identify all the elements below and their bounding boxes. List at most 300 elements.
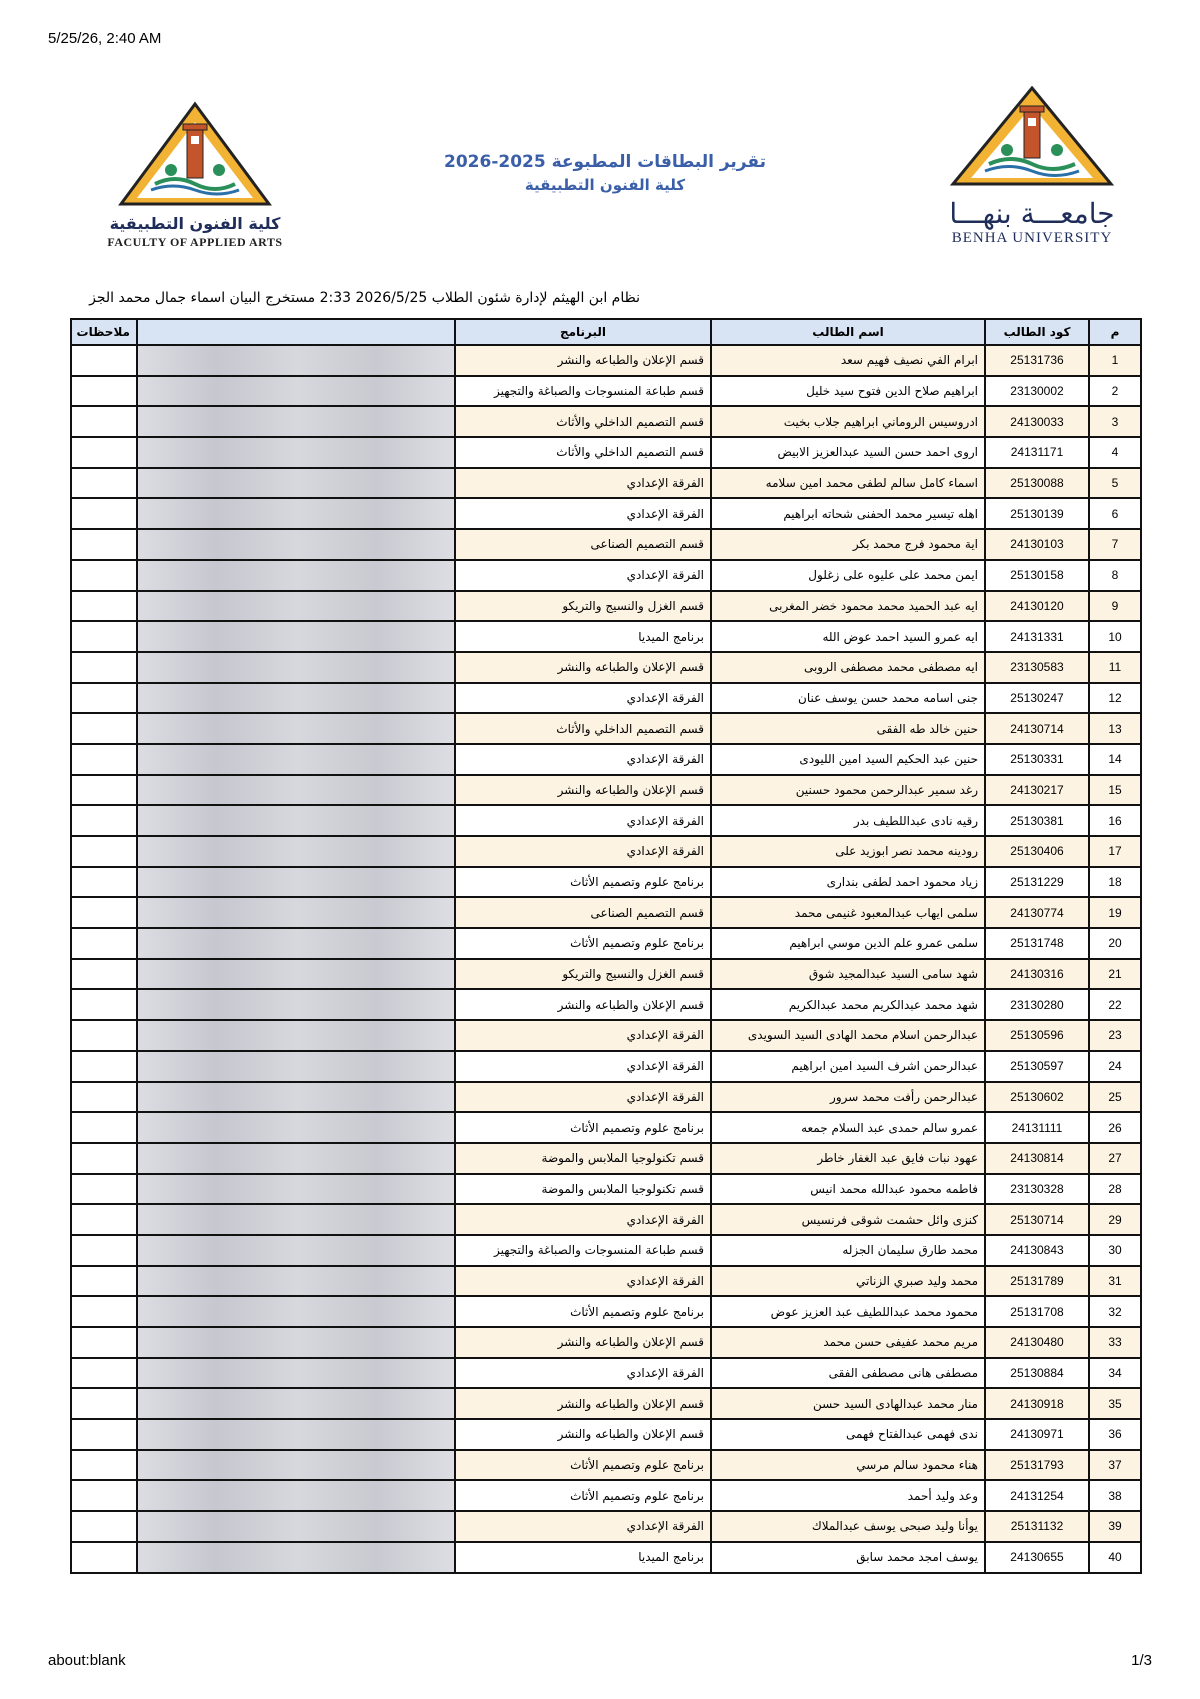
row-program: الفرقة الإعدادي <box>455 744 711 775</box>
row-student-name: اروى احمد حسن السيد عبدالعزيز الابيض <box>711 437 985 468</box>
row-student-code: 23130280 <box>985 989 1089 1020</box>
row-program: قسم الإعلان والطباعه والنشر <box>455 775 711 806</box>
row-program: الفرقة الإعدادي <box>455 1266 711 1297</box>
row-student-name: ايمن محمد على عليوه على زغلول <box>711 560 985 591</box>
row-student-code: 25130596 <box>985 1020 1089 1051</box>
row-student-code: 25130602 <box>985 1082 1089 1113</box>
row-student-code: 25131708 <box>985 1296 1089 1327</box>
table-row <box>71 1450 1141 1481</box>
row-student-code: 25131229 <box>985 867 1089 898</box>
row-notes <box>71 591 137 622</box>
table-row <box>71 560 1141 591</box>
report-title-block <box>440 152 770 194</box>
row-notes <box>71 1388 137 1419</box>
report-subtitle: كلية الفنون التطبيقية <box>524 176 686 194</box>
row-notes <box>71 1266 137 1297</box>
row-notes <box>71 1358 137 1389</box>
row-redacted <box>137 1051 455 1082</box>
row-notes <box>71 683 137 714</box>
row-program: الفرقة الإعدادي <box>455 1511 711 1542</box>
row-student-name: يوسف امجد محمد سابق <box>711 1542 985 1573</box>
row-number: 3 <box>1089 406 1141 437</box>
row-student-name: ايه عمرو السيد احمد عوض الله <box>711 621 985 652</box>
row-redacted <box>137 437 455 468</box>
row-redacted <box>137 529 455 560</box>
row-student-name: سلمى عمرو علم الدين موسي ابراهيم <box>711 928 985 959</box>
table-row <box>71 406 1141 437</box>
row-student-name: كنزى وائل حشمت شوقى فرنسيس <box>711 1204 985 1235</box>
table-row <box>71 468 1141 499</box>
row-student-name: رودينه محمد نصر ابوزيد على <box>711 836 985 867</box>
row-number: 23 <box>1089 1020 1141 1051</box>
row-program: الفرقة الإعدادي <box>455 1082 711 1113</box>
row-redacted <box>137 744 455 775</box>
row-student-name: اية محمود فرج محمد بكر <box>711 529 985 560</box>
row-notes <box>71 1051 137 1082</box>
table-row <box>71 591 1141 622</box>
row-redacted <box>137 1450 455 1481</box>
row-program: قسم الإعلان والطباعه والنشر <box>455 652 711 683</box>
row-student-name: عبدالرحمن اسلام محمد الهادى السيد السويدى <box>711 1020 985 1051</box>
table-row <box>71 1358 1141 1389</box>
table-row <box>71 1082 1141 1113</box>
row-redacted <box>137 1174 455 1205</box>
row-notes <box>71 897 137 928</box>
row-number: 14 <box>1089 744 1141 775</box>
row-number: 26 <box>1089 1112 1141 1143</box>
row-number: 35 <box>1089 1388 1141 1419</box>
row-program: قسم الإعلان والطباعه والنشر <box>455 345 711 376</box>
row-student-name: رقيه نادى عبداللطيف بدر <box>711 805 985 836</box>
row-student-code: 24131111 <box>985 1112 1089 1143</box>
row-redacted <box>137 989 455 1020</box>
row-number: 30 <box>1089 1235 1141 1266</box>
row-number: 5 <box>1089 468 1141 499</box>
row-student-name: محمود محمد عبداللطيف عبد العزيز عوض <box>711 1296 985 1327</box>
row-program: قسم التصميم الداخلي والأثاث <box>455 406 711 437</box>
row-redacted <box>137 376 455 407</box>
row-student-code: 24131254 <box>985 1480 1089 1511</box>
row-notes <box>71 1296 137 1327</box>
row-program: الفرقة الإعدادي <box>455 683 711 714</box>
row-redacted <box>137 897 455 928</box>
row-number: 31 <box>1089 1266 1141 1297</box>
table-row <box>71 683 1141 714</box>
row-student-code: 25131132 <box>985 1511 1089 1542</box>
row-notes <box>71 1327 137 1358</box>
row-number: 28 <box>1089 1174 1141 1205</box>
row-program: الفرقة الإعدادي <box>455 1204 711 1235</box>
row-redacted <box>137 468 455 499</box>
row-notes <box>71 1143 137 1174</box>
row-program: الفرقة الإعدادي <box>455 836 711 867</box>
row-student-name: مصطفى هانى مصطفى الفقى <box>711 1358 985 1389</box>
row-redacted <box>137 867 455 898</box>
row-student-code: 25131748 <box>985 928 1089 959</box>
table-row <box>71 989 1141 1020</box>
faculty-name-ar: كلية الفنون التطبيقية <box>109 214 281 233</box>
row-number: 9 <box>1089 591 1141 622</box>
row-student-name: شهد سامى السيد عبدالمجيد شوق <box>711 959 985 990</box>
row-program: برنامج علوم وتصميم الأثاث <box>455 928 711 959</box>
row-redacted <box>137 1419 455 1450</box>
university-name-ar: جامعـــة بنهـــا <box>949 197 1115 230</box>
table-row <box>71 1235 1141 1266</box>
row-redacted <box>137 1266 455 1297</box>
table-row <box>71 652 1141 683</box>
row-number: 18 <box>1089 867 1141 898</box>
row-number: 15 <box>1089 775 1141 806</box>
row-student-code: 24130316 <box>985 959 1089 990</box>
faculty-name-en: FACULTY OF APPLIED ARTS <box>107 235 283 249</box>
row-student-name: جنى اسامه محمد حسن يوسف عنان <box>711 683 985 714</box>
row-redacted <box>137 1296 455 1327</box>
row-redacted <box>137 1358 455 1389</box>
row-student-name: ايه عبد الحميد محمد محمود خضر المغربى <box>711 591 985 622</box>
row-student-code: 23130002 <box>985 376 1089 407</box>
row-number: 38 <box>1089 1480 1141 1511</box>
row-notes <box>71 928 137 959</box>
row-redacted <box>137 713 455 744</box>
table-row <box>71 867 1141 898</box>
row-student-name: اهله تيسير محمد الحفنى شحاته ابراهيم <box>711 498 985 529</box>
row-student-name: ادروسيس الروماني ابراهيم جلاب بخيت <box>711 406 985 437</box>
row-student-code: 25131793 <box>985 1450 1089 1481</box>
row-student-code: 24130918 <box>985 1388 1089 1419</box>
row-student-name: محمد طارق سليمان الجزله <box>711 1235 985 1266</box>
students-table <box>70 318 1142 1574</box>
row-notes <box>71 498 137 529</box>
row-number: 19 <box>1089 897 1141 928</box>
row-program: قسم طباعة المنسوجات والصباغة والتجهيز <box>455 376 711 407</box>
row-student-code: 25130158 <box>985 560 1089 591</box>
row-notes <box>71 437 137 468</box>
row-number: 33 <box>1089 1327 1141 1358</box>
row-student-name: عهود نبات فايق عبد الغفار خاطر <box>711 1143 985 1174</box>
row-redacted <box>137 1542 455 1573</box>
row-student-code: 25130884 <box>985 1358 1089 1389</box>
row-program: قسم الإعلان والطباعه والنشر <box>455 1419 711 1450</box>
row-student-code: 25130247 <box>985 683 1089 714</box>
header-notes: ملاحظات <box>71 319 137 345</box>
row-number: 29 <box>1089 1204 1141 1235</box>
faculty-logo <box>100 100 290 250</box>
row-notes <box>71 989 137 1020</box>
row-number: 16 <box>1089 805 1141 836</box>
row-number: 11 <box>1089 652 1141 683</box>
row-redacted <box>137 928 455 959</box>
row-notes <box>71 1082 137 1113</box>
row-student-code: 25130597 <box>985 1051 1089 1082</box>
row-number: 6 <box>1089 498 1141 529</box>
row-notes <box>71 1511 137 1542</box>
row-student-name: عمرو سالم حمدى عبد السلام جمعه <box>711 1112 985 1143</box>
row-student-code: 24130033 <box>985 406 1089 437</box>
row-student-code: 24131331 <box>985 621 1089 652</box>
row-number: 10 <box>1089 621 1141 652</box>
table-row <box>71 1419 1141 1450</box>
row-student-name: عبدالرحمن اشرف السيد امين ابراهيم <box>711 1051 985 1082</box>
row-program: قسم التصميم الصناعى <box>455 529 711 560</box>
row-number: 39 <box>1089 1511 1141 1542</box>
print-url: about:blank <box>48 1652 126 1669</box>
row-notes <box>71 1174 137 1205</box>
row-program: قسم طباعة المنسوجات والصباغة والتجهيز <box>455 1235 711 1266</box>
row-student-code: 25130088 <box>985 468 1089 499</box>
row-program: قسم التصميم الداخلي والأثاث <box>455 437 711 468</box>
row-program: برنامج علوم وتصميم الأثاث <box>455 1480 711 1511</box>
table-body <box>71 345 1141 1573</box>
row-program: الفرقة الإعدادي <box>455 805 711 836</box>
row-redacted <box>137 652 455 683</box>
table-row <box>71 775 1141 806</box>
table-row <box>71 836 1141 867</box>
row-program: الفرقة الإعدادي <box>455 560 711 591</box>
system-info-line: نظام ابن الهيثم لإدارة شئون الطلاب 2026/5/25 2:33 مستخرج البيان اسماء جمال محمد الجز <box>89 290 640 306</box>
row-program: قسم الغزل والنسيج والتريكو <box>455 591 711 622</box>
row-redacted <box>137 1112 455 1143</box>
row-student-name: رغد سمير عبدالرحمن محمود حسنين <box>711 775 985 806</box>
row-notes <box>71 805 137 836</box>
row-redacted <box>137 775 455 806</box>
university-logo <box>932 86 1132 247</box>
row-notes <box>71 345 137 376</box>
row-student-code: 25131789 <box>985 1266 1089 1297</box>
table-row <box>71 1174 1141 1205</box>
row-student-name: اسماء كامل سالم لطفى محمد امين سلامه <box>711 468 985 499</box>
row-number: 13 <box>1089 713 1141 744</box>
row-number: 7 <box>1089 529 1141 560</box>
row-notes <box>71 621 137 652</box>
header-redacted <box>137 319 455 345</box>
row-notes <box>71 652 137 683</box>
row-number: 32 <box>1089 1296 1141 1327</box>
table-row <box>71 897 1141 928</box>
row-number: 20 <box>1089 928 1141 959</box>
row-student-code: 24130814 <box>985 1143 1089 1174</box>
table-row <box>71 1327 1141 1358</box>
row-notes <box>71 836 137 867</box>
faculty-emblem-icon <box>115 100 275 212</box>
row-student-name: يوأنا وليد صبحى يوسف عبدالملاك <box>711 1511 985 1542</box>
row-redacted <box>137 959 455 990</box>
table-row <box>71 713 1141 744</box>
row-student-code: 25130406 <box>985 836 1089 867</box>
row-student-code: 24130217 <box>985 775 1089 806</box>
row-notes <box>71 468 137 499</box>
table-row <box>71 1296 1141 1327</box>
header-student-code: كود الطالب <box>985 319 1089 345</box>
row-redacted <box>137 1204 455 1235</box>
row-program: قسم التصميم الداخلي والأثاث <box>455 713 711 744</box>
row-program: برنامج الميديا <box>455 1542 711 1573</box>
row-notes <box>71 1419 137 1450</box>
table-row <box>71 345 1141 376</box>
row-redacted <box>137 591 455 622</box>
row-redacted <box>137 406 455 437</box>
row-redacted <box>137 621 455 652</box>
row-notes <box>71 376 137 407</box>
row-student-name: منار محمد عبدالهادى السيد حسن <box>711 1388 985 1419</box>
university-name-en: BENHA UNIVERSITY <box>951 230 1113 246</box>
table-row <box>71 1480 1141 1511</box>
table-row <box>71 498 1141 529</box>
row-student-name: عبدالرحمن رأفت محمد سرور <box>711 1082 985 1113</box>
report-title: تقرير البطاقات المطبوعة 2025-2026 <box>443 152 766 172</box>
row-number: 36 <box>1089 1419 1141 1450</box>
row-number: 34 <box>1089 1358 1141 1389</box>
row-student-code: 23130583 <box>985 652 1089 683</box>
row-number: 4 <box>1089 437 1141 468</box>
row-student-name: ندى فهمى عبدالفتاح فهمى <box>711 1419 985 1450</box>
table-header-row <box>71 319 1141 345</box>
header-program: البرنامج <box>455 319 711 345</box>
row-redacted <box>137 498 455 529</box>
row-number: 17 <box>1089 836 1141 867</box>
row-number: 40 <box>1089 1542 1141 1573</box>
row-notes <box>71 959 137 990</box>
row-student-code: 25131736 <box>985 345 1089 376</box>
row-student-code: 24130971 <box>985 1419 1089 1450</box>
table-row <box>71 959 1141 990</box>
row-notes <box>71 529 137 560</box>
row-program: قسم تكنولوجيا الملابس والموضة <box>455 1143 711 1174</box>
row-notes <box>71 1542 137 1573</box>
table-row <box>71 437 1141 468</box>
row-number: 1 <box>1089 345 1141 376</box>
row-number: 12 <box>1089 683 1141 714</box>
row-number: 24 <box>1089 1051 1141 1082</box>
row-program: برنامج الميديا <box>455 621 711 652</box>
table-row <box>71 1112 1141 1143</box>
row-student-name: حنين عبد الحكيم السيد امين الليودى <box>711 744 985 775</box>
table-row <box>71 1143 1141 1174</box>
row-redacted <box>137 1143 455 1174</box>
row-student-name: فاطمه محمود عبدالله محمد انيس <box>711 1174 985 1205</box>
row-student-code: 24130714 <box>985 713 1089 744</box>
row-student-code: 25130331 <box>985 744 1089 775</box>
row-notes <box>71 1020 137 1051</box>
row-program: قسم الإعلان والطباعه والنشر <box>455 1327 711 1358</box>
row-program: الفرقة الإعدادي <box>455 1358 711 1389</box>
row-program: الفرقة الإعدادي <box>455 498 711 529</box>
row-program: قسم الغزل والنسيج والتريكو <box>455 959 711 990</box>
table-row <box>71 1266 1141 1297</box>
row-student-name: هناء محمود سالم مرسي <box>711 1450 985 1481</box>
table-row <box>71 744 1141 775</box>
row-student-code: 24131171 <box>985 437 1089 468</box>
row-redacted <box>137 560 455 591</box>
row-student-code: 24130103 <box>985 529 1089 560</box>
row-notes <box>71 1480 137 1511</box>
table-row <box>71 1204 1141 1235</box>
row-program: قسم الإعلان والطباعه والنشر <box>455 1388 711 1419</box>
row-redacted <box>137 805 455 836</box>
row-notes <box>71 1112 137 1143</box>
row-notes <box>71 560 137 591</box>
table-row <box>71 928 1141 959</box>
row-student-code: 23130328 <box>985 1174 1089 1205</box>
table-row <box>71 805 1141 836</box>
row-student-name: محمد وليد صبري الزناتي <box>711 1266 985 1297</box>
row-program: برنامج علوم وتصميم الأثاث <box>455 1112 711 1143</box>
row-student-code: 24130120 <box>985 591 1089 622</box>
row-program: قسم تكنولوجيا الملابس والموضة <box>455 1174 711 1205</box>
row-redacted <box>137 1511 455 1542</box>
table-row <box>71 376 1141 407</box>
row-notes <box>71 1204 137 1235</box>
row-student-code: 25130381 <box>985 805 1089 836</box>
row-redacted <box>137 1235 455 1266</box>
print-page-number: 1/3 <box>1131 1652 1152 1669</box>
print-datetime: 5/25/26, 2:40 AM <box>48 30 162 47</box>
row-notes <box>71 406 137 437</box>
row-student-code: 24130843 <box>985 1235 1089 1266</box>
row-number: 21 <box>1089 959 1141 990</box>
table-row <box>71 529 1141 560</box>
table-row <box>71 1511 1141 1542</box>
table-row <box>71 1020 1141 1051</box>
row-student-name: حنين خالد طه الفقى <box>711 713 985 744</box>
row-program: برنامج علوم وتصميم الأثاث <box>455 867 711 898</box>
row-redacted <box>137 836 455 867</box>
row-number: 2 <box>1089 376 1141 407</box>
row-redacted <box>137 1388 455 1419</box>
row-program: برنامج علوم وتصميم الأثاث <box>455 1450 711 1481</box>
row-notes <box>71 1450 137 1481</box>
row-student-code: 24130480 <box>985 1327 1089 1358</box>
row-student-name: سلمى ايهاب عبدالمعبود غنيمى محمد <box>711 897 985 928</box>
row-number: 25 <box>1089 1082 1141 1113</box>
row-student-name: زياد محمود احمد لطفى بندارى <box>711 867 985 898</box>
header-number: م <box>1089 319 1141 345</box>
row-student-name: ابرام الفي نصيف فهيم سعد <box>711 345 985 376</box>
row-notes <box>71 1235 137 1266</box>
row-student-name: ابراهيم صلاح الدين فتوح سيد خليل <box>711 376 985 407</box>
row-student-code: 24130655 <box>985 1542 1089 1573</box>
row-notes <box>71 775 137 806</box>
row-program: برنامج علوم وتصميم الأثاث <box>455 1296 711 1327</box>
row-program: قسم الإعلان والطباعه والنشر <box>455 989 711 1020</box>
row-number: 22 <box>1089 989 1141 1020</box>
table-row <box>71 1388 1141 1419</box>
row-redacted <box>137 1020 455 1051</box>
row-student-name: مريم محمد عفيفى حسن محمد <box>711 1327 985 1358</box>
table-row <box>71 1542 1141 1573</box>
row-notes <box>71 744 137 775</box>
row-number: 37 <box>1089 1450 1141 1481</box>
row-redacted <box>137 345 455 376</box>
row-student-code: 25130714 <box>985 1204 1089 1235</box>
row-notes <box>71 867 137 898</box>
row-redacted <box>137 1082 455 1113</box>
row-notes <box>71 713 137 744</box>
row-student-name: وعد وليد أحمد <box>711 1480 985 1511</box>
row-number: 8 <box>1089 560 1141 591</box>
row-student-code: 25130139 <box>985 498 1089 529</box>
university-emblem-icon <box>947 86 1117 191</box>
row-student-name: شهد محمد عبدالكريم محمد عبدالكريم <box>711 989 985 1020</box>
header-student-name: اسم الطالب <box>711 319 985 345</box>
table-row <box>71 1051 1141 1082</box>
row-number: 27 <box>1089 1143 1141 1174</box>
row-redacted <box>137 683 455 714</box>
row-program: الفرقة الإعدادي <box>455 1051 711 1082</box>
row-student-name: ايه مصطفى محمد مصطفى الروبى <box>711 652 985 683</box>
row-program: قسم التصميم الصناعى <box>455 897 711 928</box>
table-row <box>71 621 1141 652</box>
row-program: الفرقة الإعدادي <box>455 1020 711 1051</box>
